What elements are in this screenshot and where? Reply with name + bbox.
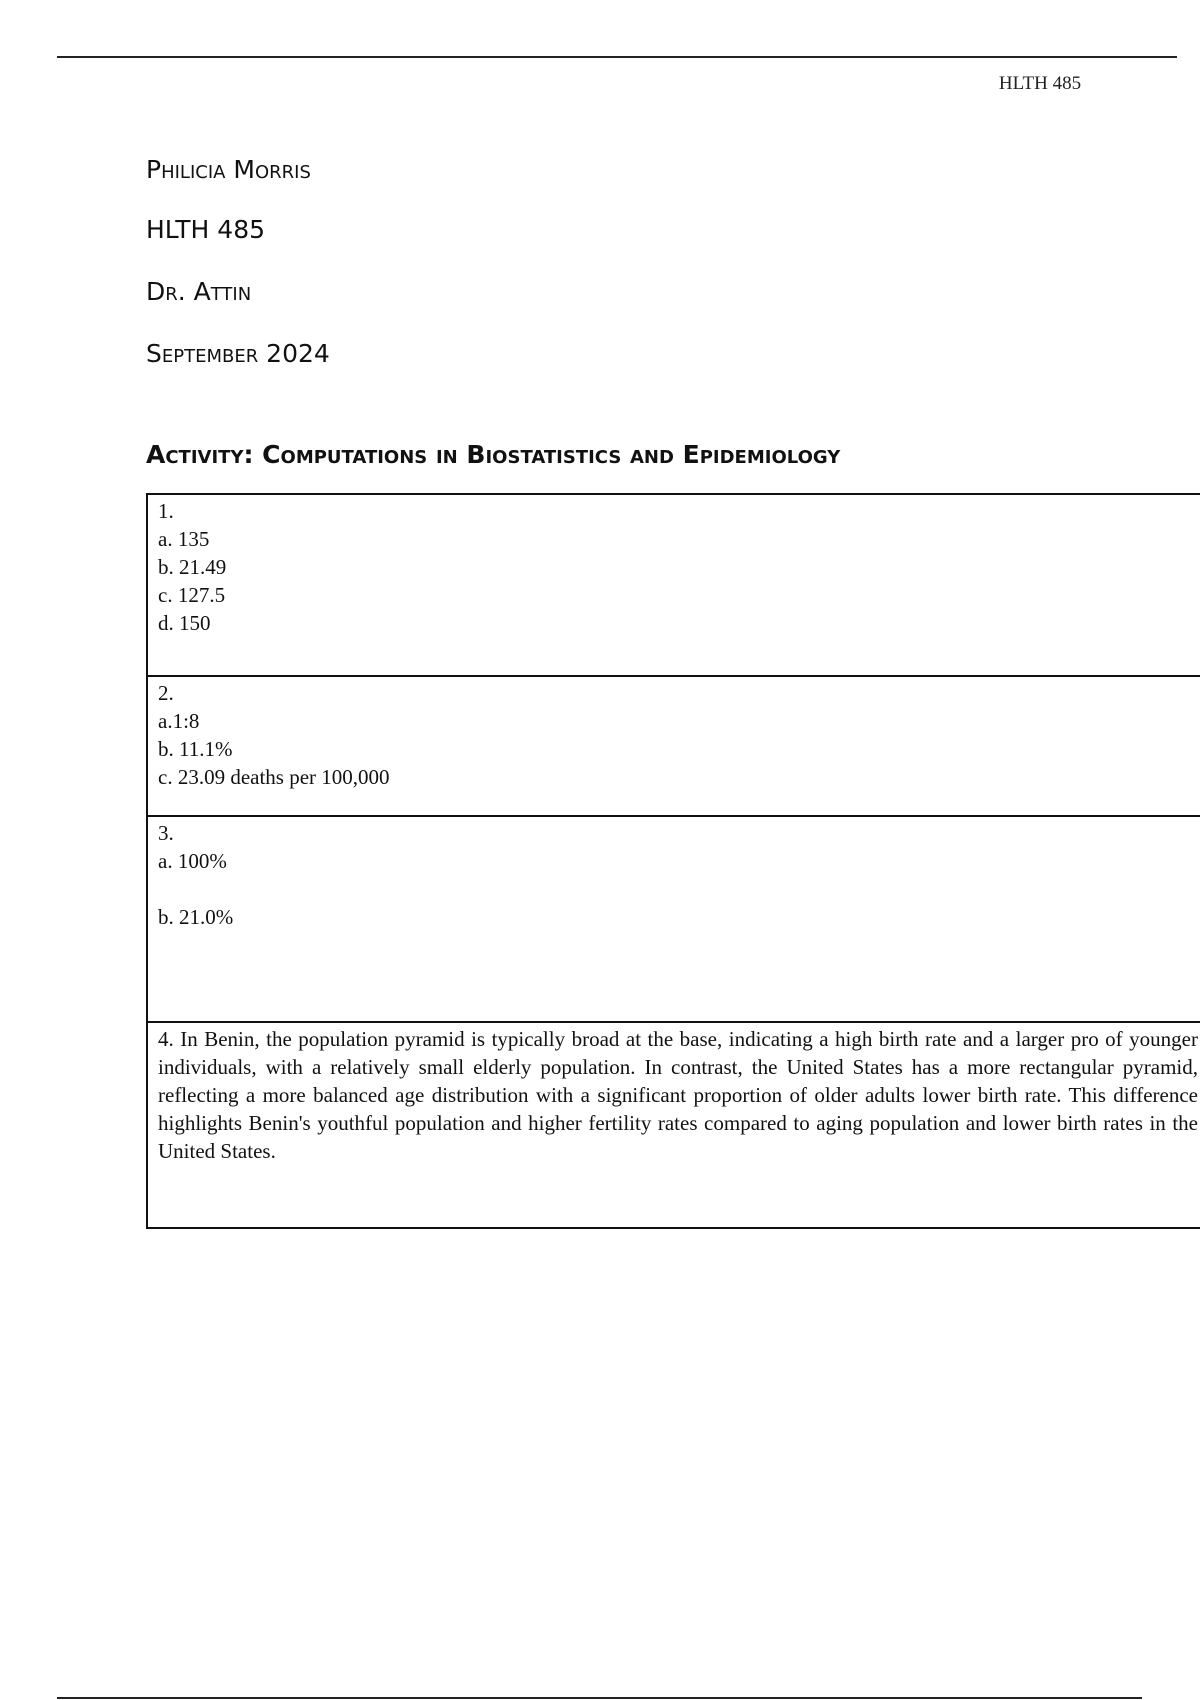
answer-1c: c. 127.5	[158, 583, 226, 607]
author-name: Philicia Morris	[146, 155, 311, 184]
answer-2a: a.1:8	[158, 709, 200, 733]
question-number: 2.	[158, 681, 174, 705]
course-code: HLTH 485	[146, 215, 266, 244]
answer-2c: c. 23.09 deaths per 100,000	[158, 765, 390, 789]
answer-cell-1	[148, 495, 1200, 677]
activity-title: Activity: Computations in Biostatistics and Epidemiology	[146, 440, 841, 469]
answer-3a: a. 100%	[158, 849, 227, 873]
answer-table	[146, 493, 1200, 1229]
answer-3b: b. 21.0%	[158, 905, 234, 929]
question-number: 3.	[158, 821, 174, 845]
answer-1d: d. 150	[158, 611, 211, 635]
answer-cell-2	[148, 677, 1200, 817]
answer-1a: a. 135	[158, 527, 210, 551]
answer-2b: b. 11.1%	[158, 737, 233, 761]
answer-1b: b. 21.49	[158, 555, 227, 579]
answer-4-paragraph: 4. In Benin, the population pyramid is typically broad at the base, indicating a high birth rate and a larger pro of younger individuals, with a relatively small elderly population. In contrast, the United States has a more rectangular pyramid, reflecting a more balanced age distribution with a significant proportion of older adults lower birth rate. This difference highlights Benin's youthful population and higher fertility rates compared to aging population and lower birth rates in the United States.	[158, 1027, 1198, 1163]
question-number: 1.	[158, 499, 174, 523]
bottom-rule	[57, 1697, 1142, 1699]
instructor-name: Dr. Attin	[146, 277, 252, 306]
answer-cell-4	[148, 1023, 1200, 1227]
submission-date: September 2024	[146, 339, 330, 368]
top-rule	[57, 56, 1177, 58]
answer-cell-3	[148, 817, 1200, 1023]
spacer	[158, 875, 1196, 903]
running-header: HLTH 485	[998, 73, 1082, 94]
